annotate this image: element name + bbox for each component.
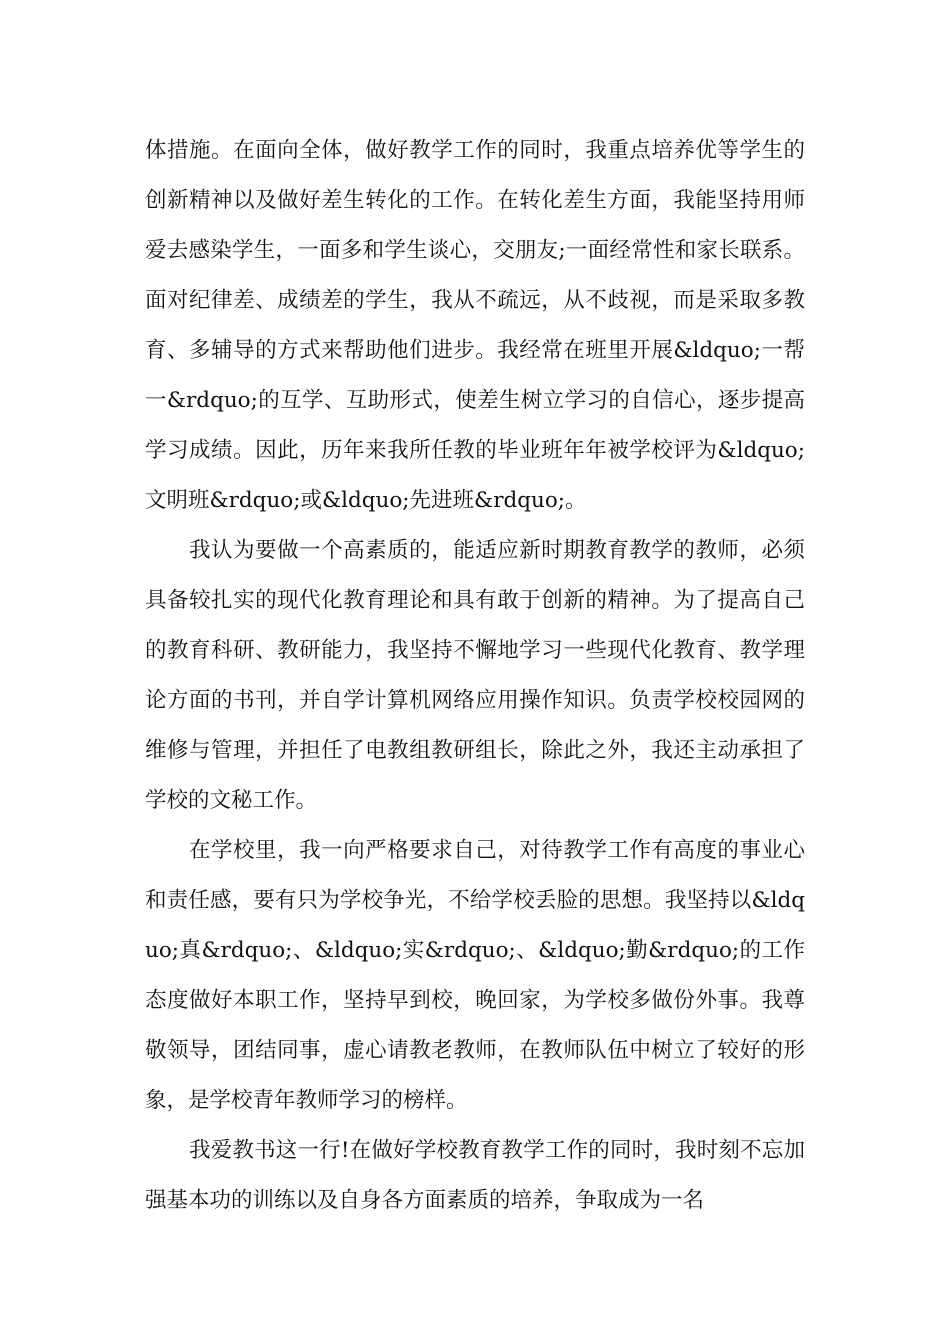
paragraph-work-attitude: 在学校里，我一向严格要求自己，对待教学工作有高度的事业心和责任感，要有只为学校争光，不给学校丢脸的思想。我坚持以&ldquo;真&rdquo;、&ldquo;实&rdquo;、&ldquo;勤&rdquo;的工作态度做好本职工作，坚持早到校，晚回家，为学校多做份外事。我尊敬领导，团结同事，虚心请教老教师，在教师队伍中树立了较好的形象，是学校青年教师学习的榜样。	[145, 838, 805, 1113]
paragraph-love-teaching: 我爱教书这一行!在做好学校教育教学工作的同时，我时刻不忘加强基本功的训练以及自身各方面素质的培养，争取成为一名	[145, 1138, 805, 1213]
paragraph-self-improvement: 我认为要做一个高素质的，能适应新时期教育教学的教师，必须具备较扎实的现代化教育理论和具有敢于创新的精神。为了提高自己的教育科研、教研能力，我坚持不懈地学习一些现代化教育、教学理论方面的书刊，并自学计算机网络应用操作知识。负责学校校园网的维修与管理，并担任了电教组教研组长，除此之外，我还主动承担了学校的文秘工作。	[145, 538, 805, 813]
document-body	[145, 126, 805, 1226]
paragraph-continued: 体措施。在面向全体，做好教学工作的同时，我重点培养优等学生的创新精神以及做好差生转化的工作。在转化差生方面，我能坚持用师爱去感染学生，一面多和学生谈心，交朋友;一面经常性和家长联系。面对纪律差、成绩差的学生，我从不疏远，从不歧视，而是采取多教育、多辅导的方式来帮助他们进步。我经常在班里开展&ldquo;一帮一&rdquo;的互学、互助形式，使差生树立学习的自信心，逐步提高学习成绩。因此，历年来我所任教的毕业班年年被学校评为&ldquo;文明班&rdquo;或&ldquo;先进班&rdquo;。	[145, 138, 805, 513]
